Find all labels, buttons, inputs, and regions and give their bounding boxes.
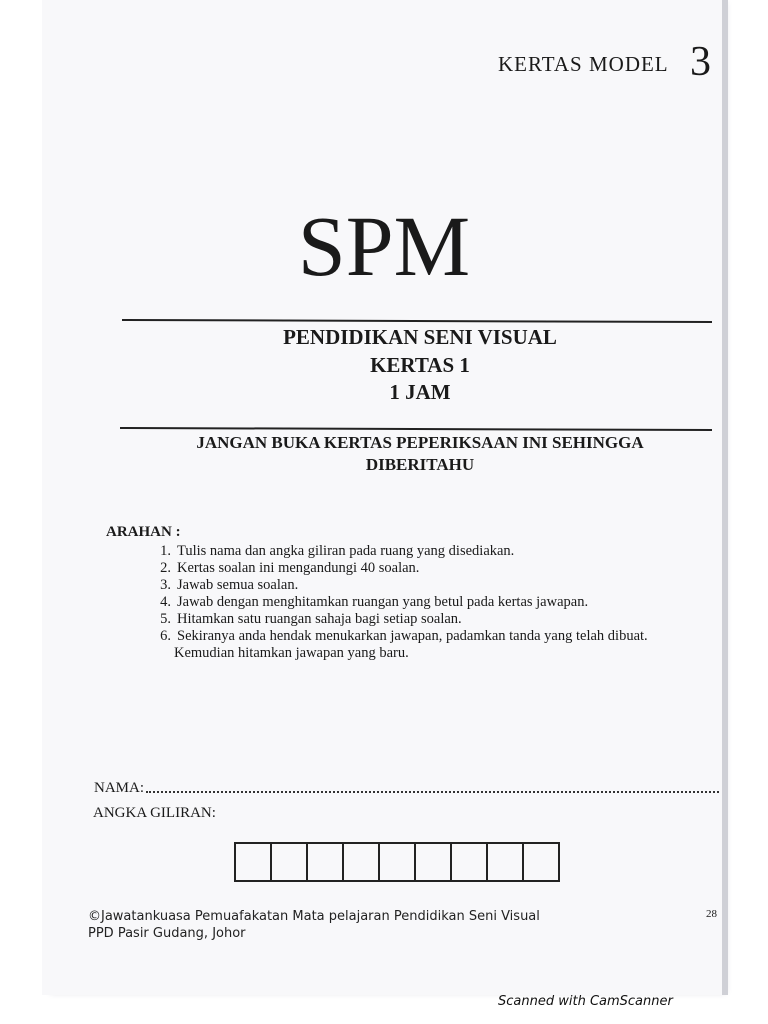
- index-digit-box[interactable]: [378, 842, 416, 882]
- list-item: [100, 611, 720, 628]
- index-digit-box[interactable]: [342, 842, 380, 882]
- index-digit-box[interactable]: [306, 842, 344, 882]
- index-digit-box[interactable]: [486, 842, 524, 882]
- index-number-label: ANGKA GILIRAN:: [93, 805, 216, 821]
- item-number: 3.: [160, 577, 171, 593]
- name-dotted-line[interactable]: [146, 780, 719, 793]
- footer-line: PPD Pasir Gudang, Johor: [88, 926, 246, 941]
- item-text: Jawab dengan menghitamkan ruangan yang betul pada kertas jawapan.: [177, 594, 589, 610]
- index-digit-box[interactable]: [450, 842, 488, 882]
- duration: 1 JAM: [389, 380, 451, 404]
- item-number: 2.: [160, 560, 171, 576]
- page-edge-shadow: [722, 0, 728, 995]
- index-digit-box[interactable]: [522, 842, 560, 882]
- paper-number: KERTAS 1: [370, 353, 470, 377]
- scanner-watermark: Scanned with CamScanner: [498, 994, 673, 1009]
- index-digit-box[interactable]: [270, 842, 308, 882]
- name-label: NAMA:: [94, 780, 145, 796]
- model-label: KERTAS MODEL: [498, 52, 669, 76]
- index-digit-box[interactable]: [234, 842, 272, 882]
- footer-line: ©Jawatankuasa Pemuafakatan Mata pelajaran Pendidikan Seni Visual: [88, 909, 540, 924]
- exam-title: SPM: [297, 198, 471, 294]
- item-number: 6.: [160, 628, 171, 644]
- list-item: [100, 560, 720, 577]
- instructions-list: [100, 543, 720, 662]
- item-continuation: Kemudian hitamkan jawapan yang baru.: [174, 645, 409, 661]
- warning-text: JANGAN BUKA KERTAS PEPERIKSAAN INI SEHINGGA DIBERITAHU: [196, 433, 644, 474]
- item-text: Tulis nama dan angka giliran pada ruang yang disediakan.: [177, 543, 515, 559]
- list-item: [100, 628, 720, 645]
- list-item: [100, 577, 720, 594]
- index-digit-box[interactable]: [414, 842, 452, 882]
- instructions-heading: ARAHAN :: [106, 524, 181, 540]
- page-number: 28: [706, 908, 717, 920]
- item-number: 5.: [160, 611, 171, 627]
- copyright-footer: [88, 908, 540, 942]
- name-field[interactable]: [94, 780, 719, 797]
- index-number-boxes[interactable]: [236, 842, 560, 882]
- item-text: Sekiranya anda hendak menukarkan jawapan, padamkan tanda yang telah dibuat.: [177, 628, 648, 644]
- list-item: [100, 594, 720, 611]
- item-text: Jawab semua soalan.: [177, 577, 299, 593]
- item-text: Kertas soalan ini mengandungi 40 soalan.: [177, 560, 420, 576]
- item-number: 4.: [160, 594, 171, 610]
- model-number: 3: [690, 39, 711, 85]
- subject-name: PENDIDIKAN SENI VISUAL: [283, 325, 557, 349]
- item-number: 1.: [160, 543, 171, 559]
- item-text: Hitamkan satu ruangan sahaja bagi setiap soalan.: [177, 611, 462, 627]
- list-item: [100, 543, 720, 560]
